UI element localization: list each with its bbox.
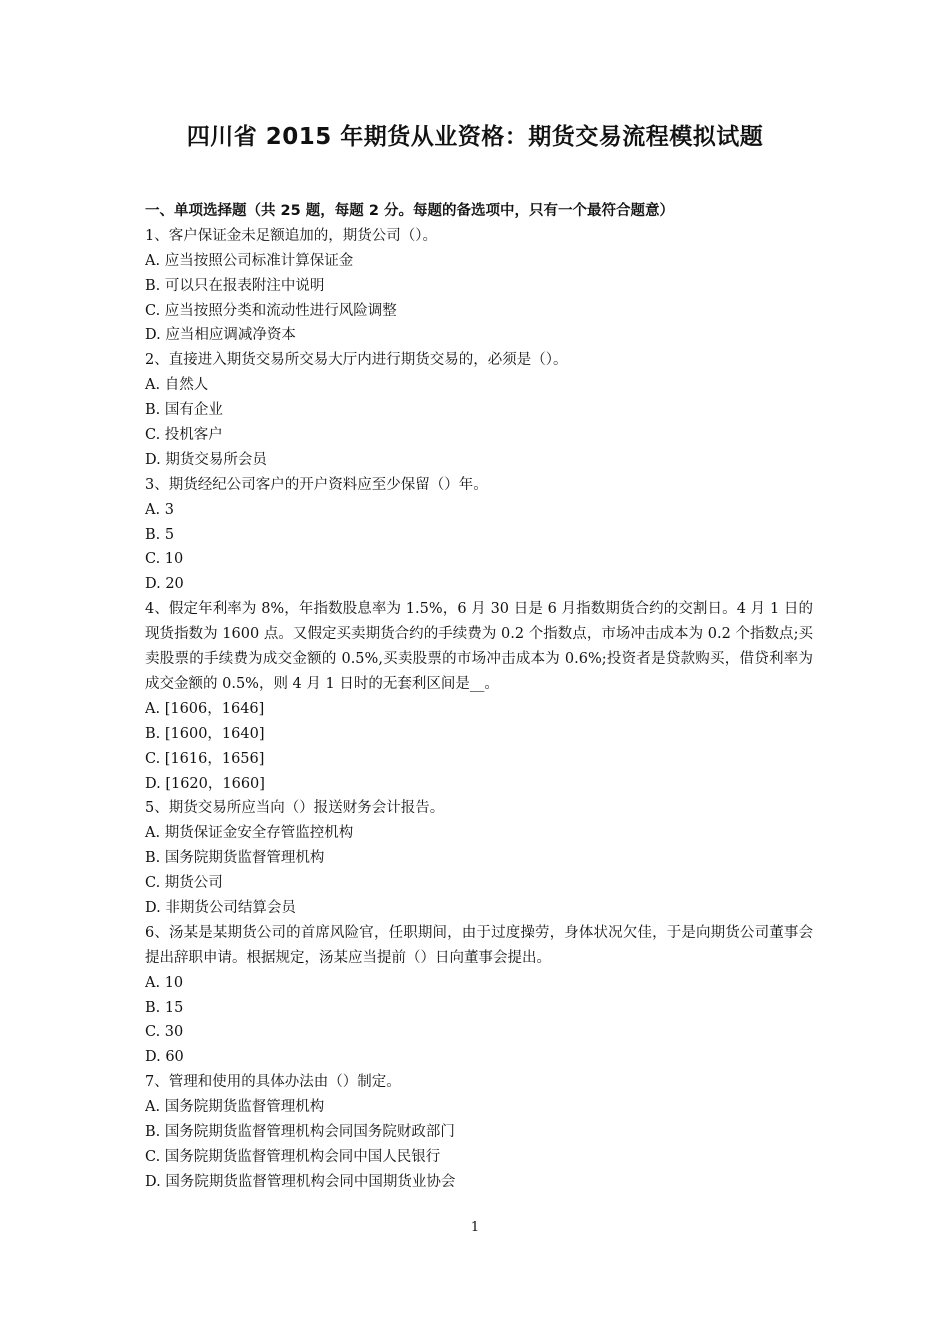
question-5 bbox=[145, 796, 813, 920]
question-2 bbox=[145, 348, 813, 472]
question-stem: 2、直接进入期货交易所交易大厅内进行期货交易的，必须是（）。 bbox=[145, 352, 568, 369]
option-a: A. 国务院期货监督管理机构 bbox=[145, 1099, 325, 1116]
question-3 bbox=[145, 473, 813, 597]
document-body bbox=[145, 199, 813, 1195]
option-c: C. 应当按照分类和流动性进行风险调整 bbox=[145, 302, 397, 319]
option-b: B. 国务院期货监督管理机构会同国务院财政部门 bbox=[145, 1124, 455, 1141]
option-d: D. [1620，1660] bbox=[145, 775, 265, 792]
option-d: D. 应当相应调减净资本 bbox=[145, 327, 296, 344]
option-c: C. 30 bbox=[145, 1024, 184, 1041]
option-d: D. 20 bbox=[145, 576, 184, 593]
question-4 bbox=[145, 597, 813, 796]
question-stem: 6、汤某是某期货公司的首席风险官，任职期间，由于过度操劳，身体状况欠佳，于是向期货公司董事会提出辞职申请。根据规定，汤某应当提前（）日向董事会提出。 bbox=[145, 924, 813, 966]
option-b: B. [1600，1640] bbox=[145, 725, 265, 742]
option-a: A. 10 bbox=[145, 974, 184, 991]
option-b: B. 国务院期货监督管理机构 bbox=[145, 850, 325, 867]
option-a: A. [1606，1646] bbox=[145, 700, 265, 717]
option-a: A. 期货保证金安全存管监控机构 bbox=[145, 825, 354, 842]
option-d: D. 国务院期货监督管理机构会同中国期货业协会 bbox=[145, 1173, 456, 1190]
question-stem: 7、管理和使用的具体办法由（）制定。 bbox=[145, 1074, 401, 1091]
question-1 bbox=[145, 224, 813, 348]
document-title: 四川省 2015 年期货从业资格：期货交易流程模拟试题 bbox=[186, 124, 764, 150]
page-number: 1 bbox=[470, 1220, 480, 1235]
option-d: D. 非期货公司结算会员 bbox=[145, 900, 296, 916]
option-b: B. 国有企业 bbox=[145, 402, 223, 419]
option-c: C. 10 bbox=[145, 551, 184, 568]
question-stem: 5、期货交易所应当向（）报送财务会计报告。 bbox=[145, 800, 445, 817]
question-stem: 4、假定年利率为 8%，年指数股息率为 1.5%，6 月 30 日是 6 月指数期货合约的交割日。4 月 1 日的现货指数为 1600 点。又假定买卖期货合约的手续费为 0.2 个指数点，市场冲击成本为 0.2 个指数点;买卖股票的手续费为成交金额的 0.5%,买卖股票的市场冲击成本为 0.6%;投资者是贷款购买，借贷利率为成交金额的 0.5%，则 4 月 1 日时的无套利区间是__。 bbox=[145, 601, 813, 692]
option-b: B. 可以只在报表附注中说明 bbox=[145, 277, 325, 294]
question-6 bbox=[145, 921, 813, 1070]
option-d: D. 期货交易所会员 bbox=[145, 451, 267, 468]
option-c: C. 投机客户 bbox=[145, 427, 223, 444]
option-b: B. 15 bbox=[145, 999, 184, 1016]
option-c: C. [1616，1656] bbox=[145, 750, 265, 767]
option-a: A. 3 bbox=[145, 501, 174, 518]
question-stem: 1、客户保证金未足额追加的，期货公司（）。 bbox=[145, 227, 437, 244]
question-7 bbox=[145, 1070, 813, 1194]
question-stem: 3、期货经纪公司客户的开户资料应至少保留（）年。 bbox=[145, 476, 488, 493]
option-a: A. 应当按照公司标准计算保证金 bbox=[145, 252, 354, 269]
option-c: C. 国务院期货监督管理机构会同中国人民银行 bbox=[145, 1148, 441, 1165]
option-d: D. 60 bbox=[145, 1049, 184, 1066]
option-c: C. 期货公司 bbox=[145, 875, 223, 892]
option-b: B. 5 bbox=[145, 526, 175, 543]
section-heading: 一、单项选择题（共 25 题，每题 2 分。每题的备选项中，只有一个最符合题意） bbox=[145, 203, 674, 219]
option-a: A. 自然人 bbox=[145, 377, 209, 394]
